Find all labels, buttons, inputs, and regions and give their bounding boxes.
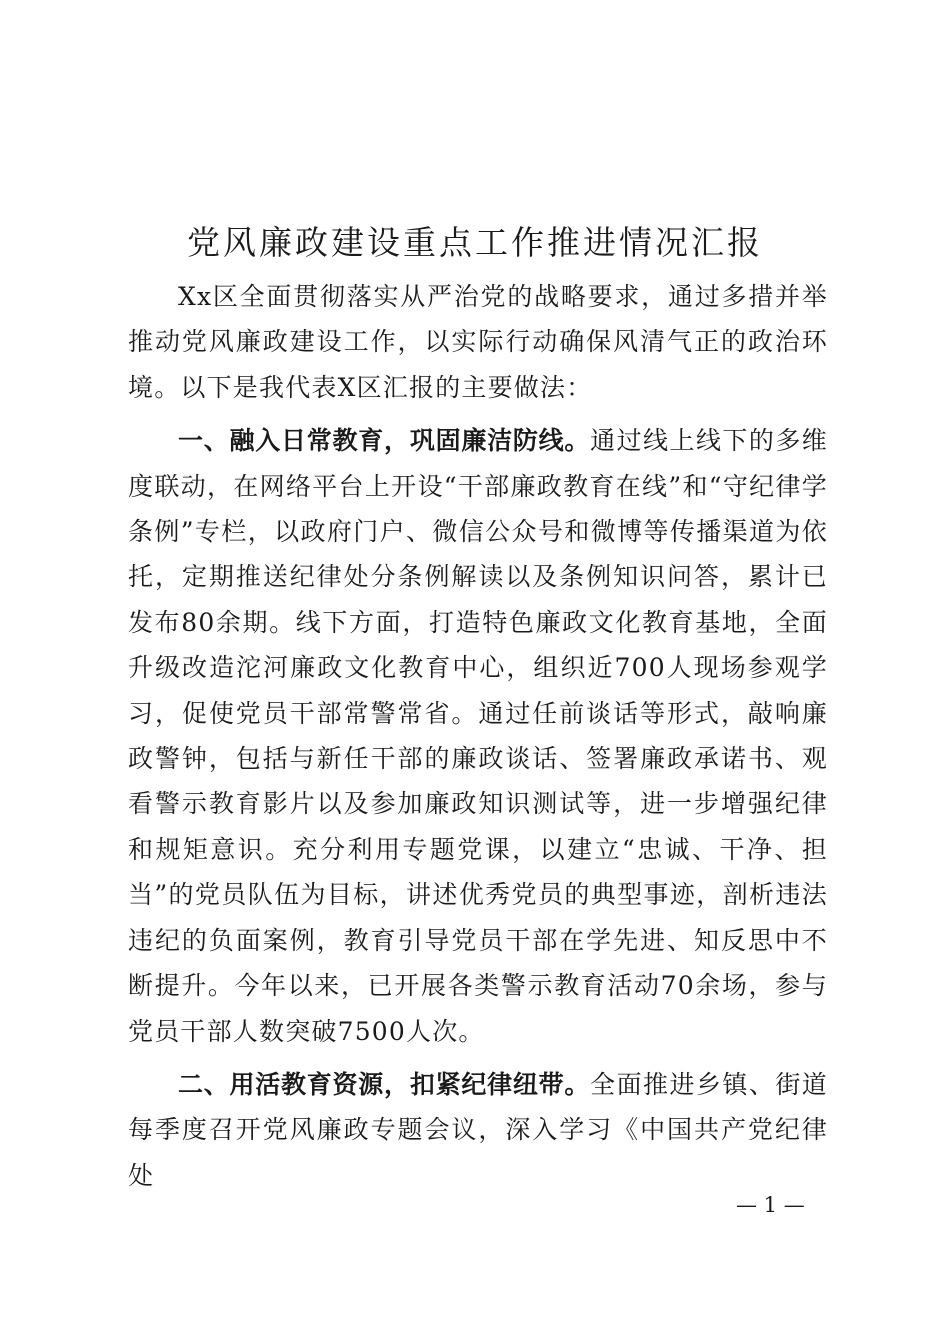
page-number: — 1 — (736, 1193, 805, 1217)
section-1-heading: 一、融入日常教育，巩固廉洁防线。 (178, 426, 591, 456)
section-1-text: 通过线上线下的多维度联动，在网络平台上开设“干部廉政教育在线”和“守纪律学条例”专栏，以政府门户、微信公众号和微博等传播渠道为依托，定期推送纪律处分条例解读以及条例知识问答，累计已发布80余期。线下方面，打造特色廉政文化教育基地，全面升级改造沱河廉政文化教育中心，组织近700人现场参观学习，促使党员干部常警常省。通过任前谈话等形式，敲响廉政警钟，包括与新任干部的廉政谈话、签署廉政承诺书、观看警示教育影片以及参加廉政知识测试等，进一步增强纪律和规矩意识。充分利用专题党课，以建立“忠诚、干净、担当”的党员队伍为目标，讲述优秀党员的典型事迹，剖析违法违纪的负面案例，教育引导党员干部在学先进、知反思中不断提升。今年以来，已开展各类警示教育活动70余场，参与党员干部人数突破7500人次。 (128, 426, 828, 1046)
section-2-text: 全面推进乡镇、街道每季度召开党风廉政专题会议，深入学习《中国共产党纪律处 (128, 1069, 828, 1190)
document-body (128, 274, 828, 1198)
section-2-heading: 二、用活教育资源，扣紧纪律纽带。 (178, 1069, 591, 1099)
document-title: 党风廉政建设重点工作推进情况汇报 (187, 223, 763, 262)
section-1-paragraph (128, 418, 828, 1054)
section-2-paragraph (128, 1062, 828, 1198)
intro-paragraph: Xx区全面贯彻落实从严治党的战略要求，通过多措并举推动党风廉政建设工作，以实际行动确保风清气正的政治环境。以下是我代表X区汇报的主要做法： (128, 282, 828, 402)
